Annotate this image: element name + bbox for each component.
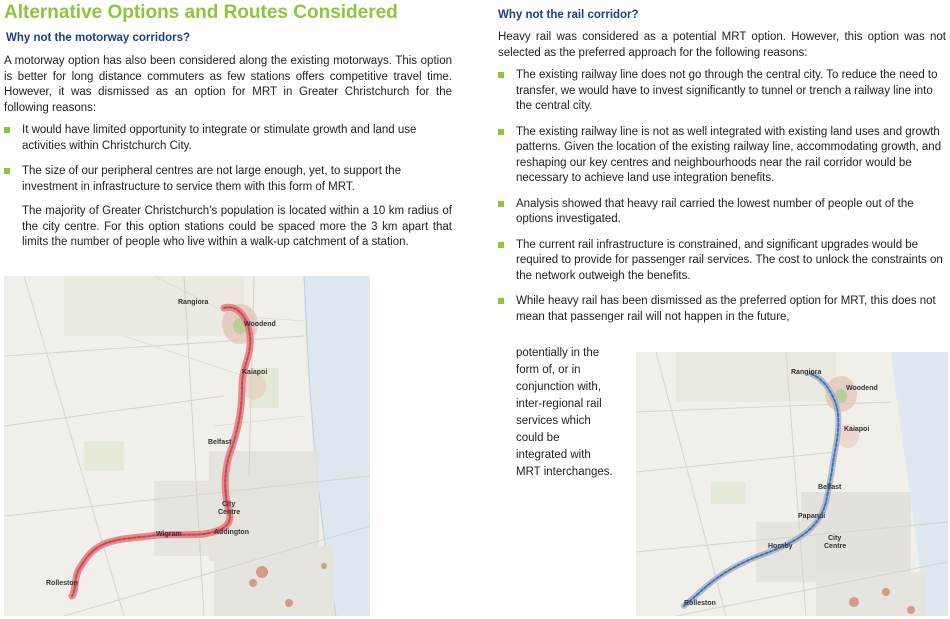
motorway-followup: The majority of Greater Christchurch’s population is located within a 10 km radius of the city centre. For this option stations could be spaced more the 3 km apart that limits the number of people who live within a walk-up catchment of a station. xyxy=(22,205,452,248)
map-label-rolleston: Rolleston xyxy=(684,600,716,607)
rail-last-line: inter-regional rail xyxy=(516,398,602,410)
motorway-intro: A motorway option has also been considered along the existing motorways. This option is better for long distance commuters as few stations offers competitive travel time. However, it was dismissed as an option for MRT in Greater Christchurch for the following reasons: xyxy=(4,55,452,114)
map-label-city: City xyxy=(222,501,236,508)
map-label-kaiapoi: Kaiapoi xyxy=(242,369,268,376)
map-label-city: City xyxy=(828,535,842,542)
rail-bullet: The current rail infrastructure is constrained, and significant upgrades would be required to provide for passenger rail services. The cost to unlock the constraints on the network outweigh the benefits. xyxy=(498,238,946,285)
rail-intro: Heavy rail was considered as a potential MRT option. However, this option was not selected as the preferred approach for the following reasons: xyxy=(498,31,946,59)
map-label-belfast: Belfast xyxy=(208,439,232,446)
page-title: Alternative Options and Routes Considered xyxy=(4,2,398,23)
rail-bullets xyxy=(498,68,946,325)
map-label-woodend: Woodend xyxy=(244,321,276,328)
map-label-wigram: Wigram xyxy=(156,531,182,538)
rail-last-line: services which xyxy=(516,415,591,427)
rail-last-bullet-top: While heavy rail has been dismissed as the preferred option for MRT, this does not mean that passenger rail will not happen in the future, xyxy=(516,295,936,323)
rail-route-map xyxy=(636,352,948,616)
map-label-centre: Centre xyxy=(218,509,241,516)
rail-bullet: The existing railway line does not go through the central city. To reduce the need to transfer, we would have to invest significantly to tunnel or trench a railway line into the central city. xyxy=(498,68,946,115)
map-label-woodend: Woodend xyxy=(846,385,878,392)
rail-bullet xyxy=(498,294,946,325)
map-label-rangiora: Rangiora xyxy=(178,299,209,306)
rail-bullet: Analysis showed that heavy rail carried the lowest number of people out of the options investigated. xyxy=(498,197,946,228)
rail-heading: Why not the rail corridor? xyxy=(498,9,639,21)
rail-last-line: MRT interchanges. xyxy=(516,466,613,478)
motorway-bullets xyxy=(4,123,452,205)
map-label-belfast: Belfast xyxy=(818,484,842,491)
map-label-kaiapoi: Kaiapoi xyxy=(844,426,870,433)
motorway-route-map xyxy=(4,276,370,616)
motorway-bullet: The size of our peripheral centres are not large enough, yet, to support the investment in infrastructure to service them with this form of MRT. xyxy=(4,164,452,195)
rail-last-line: form of, or in xyxy=(516,364,581,376)
motorway-heading: Why not the motorway corridors? xyxy=(6,32,191,44)
map-label-centre: Centre xyxy=(824,543,847,550)
map-label-rangiora: Rangiora xyxy=(791,369,822,376)
map-label-papanui: Papanui xyxy=(798,513,826,520)
rail-last-line: conjunction with, xyxy=(516,381,602,393)
map-label-hornby: Hornby xyxy=(768,543,793,550)
rail-bullet: The existing railway line is not as well integrated with existing land uses and growth patterns. Given the location of the existing railway line, accommodating growth, and reshaping our key centres and neighbourhoods near the rail corridor would be necessary to achieve land use integration benefits. xyxy=(498,125,946,187)
map-label-rolleston: Rolleston xyxy=(46,580,78,587)
map-label-addington: Addington xyxy=(214,529,249,536)
motorway-bullet: It would have limited opportunity to integrate or stimulate growth and land use activities within Christchurch City. xyxy=(4,123,452,154)
rail-last-line: potentially in the xyxy=(516,347,600,359)
rail-last-line: integrated with xyxy=(516,449,591,461)
rail-last-bullet-rest xyxy=(516,345,632,481)
rail-last-line: could be xyxy=(516,432,560,444)
